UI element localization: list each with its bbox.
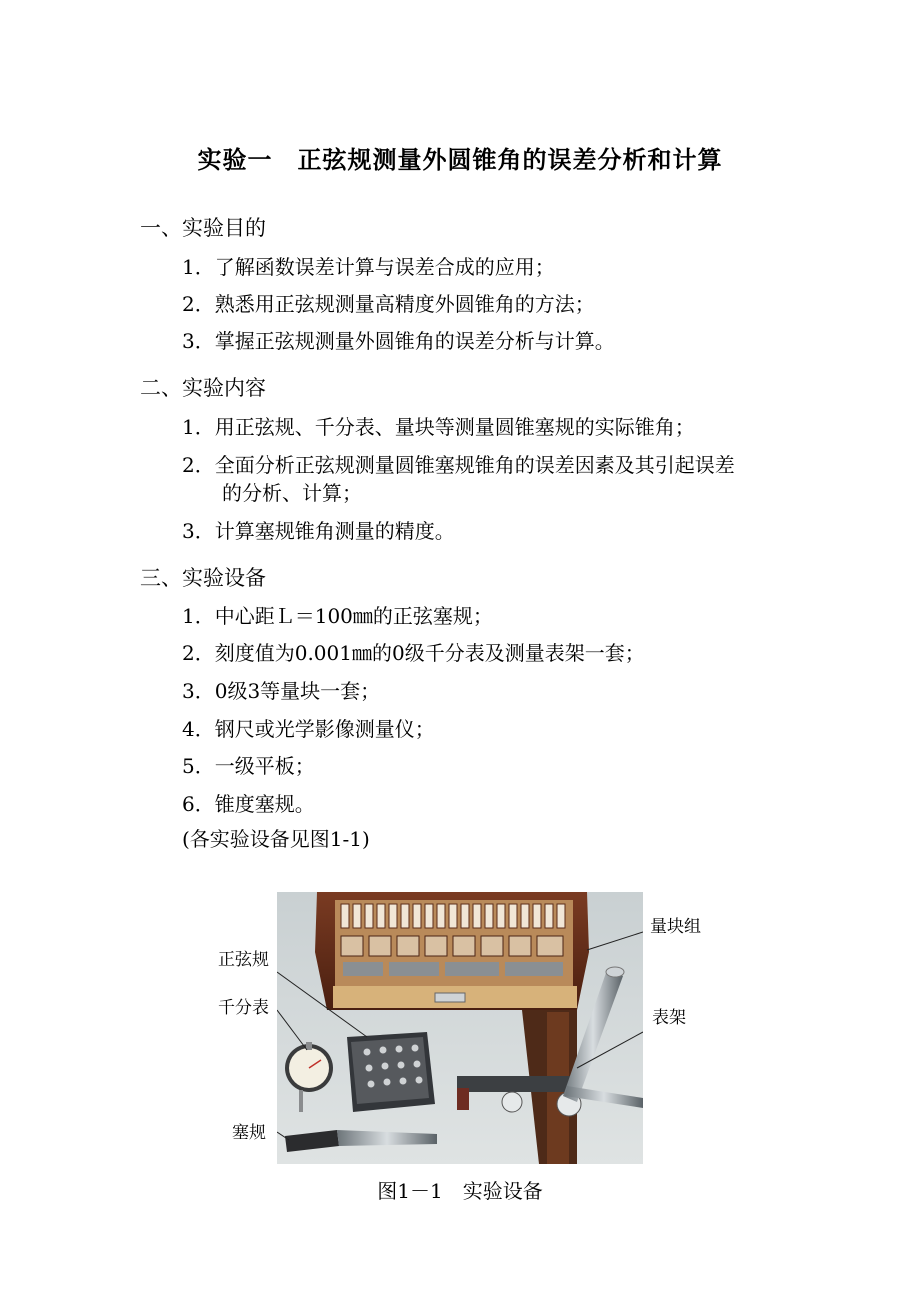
list-item: 1．中心距Ｌ＝100㎜的正弦塞规； <box>182 604 493 628</box>
figure-caption: 图1－1 实验设备 <box>377 1179 543 1203</box>
list-item: 1．了解函数误差计算与误差合成的应用； <box>182 255 555 279</box>
section-heading-content: 二、实验内容 <box>140 376 266 400</box>
section-heading-equipment: 三、实验设备 <box>140 566 266 590</box>
list-item-continuation: 的分析、计算； <box>222 481 362 505</box>
figure-reference-note: (各实验设备见图1-1) <box>182 827 370 851</box>
label-stand: 表架 <box>652 1008 686 1028</box>
sine-bar <box>347 1032 435 1112</box>
list-item: 1．用正弦规、千分表、量块等测量圆锥塞规的实际锥角； <box>182 415 695 439</box>
label-sine-bar: 正弦规 <box>218 950 269 970</box>
gauge-block-box <box>315 892 589 1010</box>
page-title: 实验一 正弦规测量外圆锥角的误差分析和计算 <box>197 145 723 174</box>
list-item: 2．刻度值为0.001㎜的0级千分表及测量表架一套； <box>182 641 645 665</box>
list-item: 3．0级3等量块一套； <box>182 679 381 703</box>
list-item: 2．全面分析正弦规测量圆锥塞规锥角的误差因素及其引起误差 <box>182 453 735 477</box>
equipment-photo <box>277 892 643 1164</box>
label-gauge-blocks: 量块组 <box>650 917 701 937</box>
list-item: 4．钢尺或光学影像测量仪； <box>182 717 435 741</box>
list-item: 5．一级平板； <box>182 754 315 778</box>
section-heading-objective: 一、实验目的 <box>140 216 266 240</box>
label-plug-gauge: 塞规 <box>232 1123 266 1143</box>
list-item: 3．掌握正弦规测量外圆锥角的误差分析与计算。 <box>182 329 615 353</box>
list-item: 2．熟悉用正弦规测量高精度外圆锥角的方法； <box>182 292 595 316</box>
label-dial-indicator: 千分表 <box>218 998 269 1018</box>
list-item: 6．锥度塞规。 <box>182 792 315 816</box>
list-item: 3．计算塞规锥角测量的精度。 <box>182 519 455 543</box>
